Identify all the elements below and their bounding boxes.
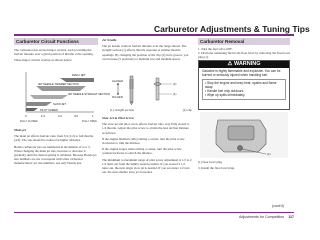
bullet-surges: If the engine surges when exiting a corner, turn the pilot screw counterclockwise to enrich the mixture. (102, 147, 182, 156)
float-bowl-figure (200, 112, 288, 158)
needle-callouts (110, 108, 192, 112)
float-bowl-plug (238, 146, 243, 151)
straight-section-band (30, 95, 68, 99)
main-jet-heading: Main jet (14, 128, 26, 132)
label-straight: JET NEEDLE STRAIGHT SECTION (68, 93, 110, 96)
range-paragraph: The minimum to maximum range of pilot screw adjustment is 1/2 to 2 1/2 turns out from the lightly seated position. If you exceed 2 1/2 turns out, the next larger slow jet is needed. If you are under 1/2 turn out, the next smaller slow jet is needed. (102, 157, 192, 175)
circuit-functions-heading: Carburetor Circuit Functions (14, 38, 98, 45)
header-rule (14, 34, 294, 36)
tick-2: 1/2 (58, 114, 62, 118)
tick-0: 0 (25, 114, 27, 118)
warning-box (198, 60, 290, 110)
callout-straight-section: (1) straight section (110, 108, 134, 112)
right-column-bottom (198, 160, 290, 170)
page-title: Carburetor Adjustments & Tuning Tips (154, 24, 310, 34)
step-1: 1. Turn the fuel valve OFF. (198, 47, 233, 51)
overlap-paragraph: These major circuits overlap as shown below. (14, 58, 73, 63)
warning-item: Stop the engine and keep heat, sparks and flame away. (205, 81, 277, 90)
figure-caption: (1) float bowl plug (198, 160, 222, 164)
page-number: 117 (288, 215, 294, 219)
jet-needle-diagram (110, 72, 190, 106)
tapered-section-band (36, 86, 86, 91)
svg-text:(2): (2) (173, 82, 177, 86)
jet-needle-heading: Jet Needle (102, 38, 117, 42)
axis-left-label: FULLY CLOSED (20, 120, 38, 123)
main-jet-band (60, 78, 94, 82)
right-column (198, 38, 290, 60)
slow-jet-heading: Slow Jet & Pilot Screw (102, 116, 135, 120)
continued-note: (cont'd) (272, 204, 284, 208)
slow-jet-band (26, 102, 52, 106)
left-column (14, 38, 98, 65)
bullet-blubbers: If the engine blubbers (idle) exiting a corner, turn the pilot screw clockwise to trim the mixture. (102, 136, 185, 146)
footer (220, 215, 294, 219)
label-pilot-screw: PILOT SCREW (40, 109, 58, 112)
carburetor-removal-heading: Carburetor Removal (198, 38, 290, 45)
needle-detail (156, 78, 159, 100)
label-main-jet: MAIN JET (72, 73, 86, 77)
callout-clip: (2) clip (182, 108, 192, 112)
intro-paragraph: The carburetor has several major circuits, each providing the fuel/air mixture over a given portion of throttle valve opening. (14, 48, 94, 57)
main-jet-section (14, 128, 98, 168)
axis-right-label: FULLY OPEN (82, 120, 97, 123)
leaner-label: LEANER (112, 79, 124, 83)
svg-text:(1): (1) (267, 152, 271, 156)
warning-item: Handle fuel only outdoors. (207, 89, 245, 94)
tick-1: 1/4 (41, 114, 45, 118)
warning-header (199, 61, 289, 68)
left-text (14, 48, 98, 63)
warning-body (199, 68, 289, 101)
step-3: 3. Install the float bowl plug. (198, 166, 235, 171)
slow-jet-section (102, 116, 192, 176)
pilot-screw-band (26, 108, 38, 111)
tick-4: 1 (92, 114, 94, 118)
warning-title: WARNING (233, 61, 261, 67)
warning-list: • Stop the engine and keep heat, sparks and flame away. • Handle fuel only outdoors. • Wipe up spills immediately. (202, 79, 286, 99)
middle-column-top (102, 38, 192, 63)
tick-3: 3/4 (74, 114, 78, 118)
label-tapered: JET NEEDLE TAPERED SECTION (38, 83, 79, 86)
footer-label: Adjustments for Competition (239, 215, 285, 219)
svg-text:(1): (1) (173, 92, 177, 96)
label-slow-jet: SLOW JET (53, 103, 66, 106)
step-2: 2. Drain the remaining fuel in the float bowl by removing the float bowl plug (1). (198, 51, 290, 60)
circuit-overlap-diagram (16, 64, 110, 124)
main-jet-paragraph: The main jet affects fuel/air ratio from 3/4 (1/2) to full throttle (4/4). The size should be reduced at higher altitudes. (14, 134, 94, 143)
footer-rule (14, 212, 294, 213)
warning-triangle-icon: ⚠ (227, 61, 233, 67)
warning-item: Wipe up spills immediately. (207, 93, 246, 98)
richer-label: RICHER (112, 95, 123, 99)
honda-jet-paragraph: Honda carburetor jets are numbered in increments of 2 or 3. When changing the main jet size, increase or decrease it gradually until the desired jetting is obtained. Because Honda jet size numbers are not correspond with other carburetor manufacturers' jet size numbers, use only Honda jets. (14, 144, 97, 166)
warning-text: Gasoline is highly flammable and explosive. You can be burned or seriously injured when handling fuel. (202, 69, 281, 78)
slow-jet-paragraph: The slow jet and pilot screw affects fuel/air ratio very fully closed to 1/4 throttle. Adjust the pilot screw to obtain the best air/fuel mixture as follows: (102, 122, 190, 135)
jet-needle-paragraph: The jet needle controls fuel/air mixture over the range shown. The straight section (1) affects throttle response at smaller throttle openings. By changing the position of the clip (2) in its groove, you can increase (5 positions) or medium low and medium speed. (102, 44, 189, 61)
